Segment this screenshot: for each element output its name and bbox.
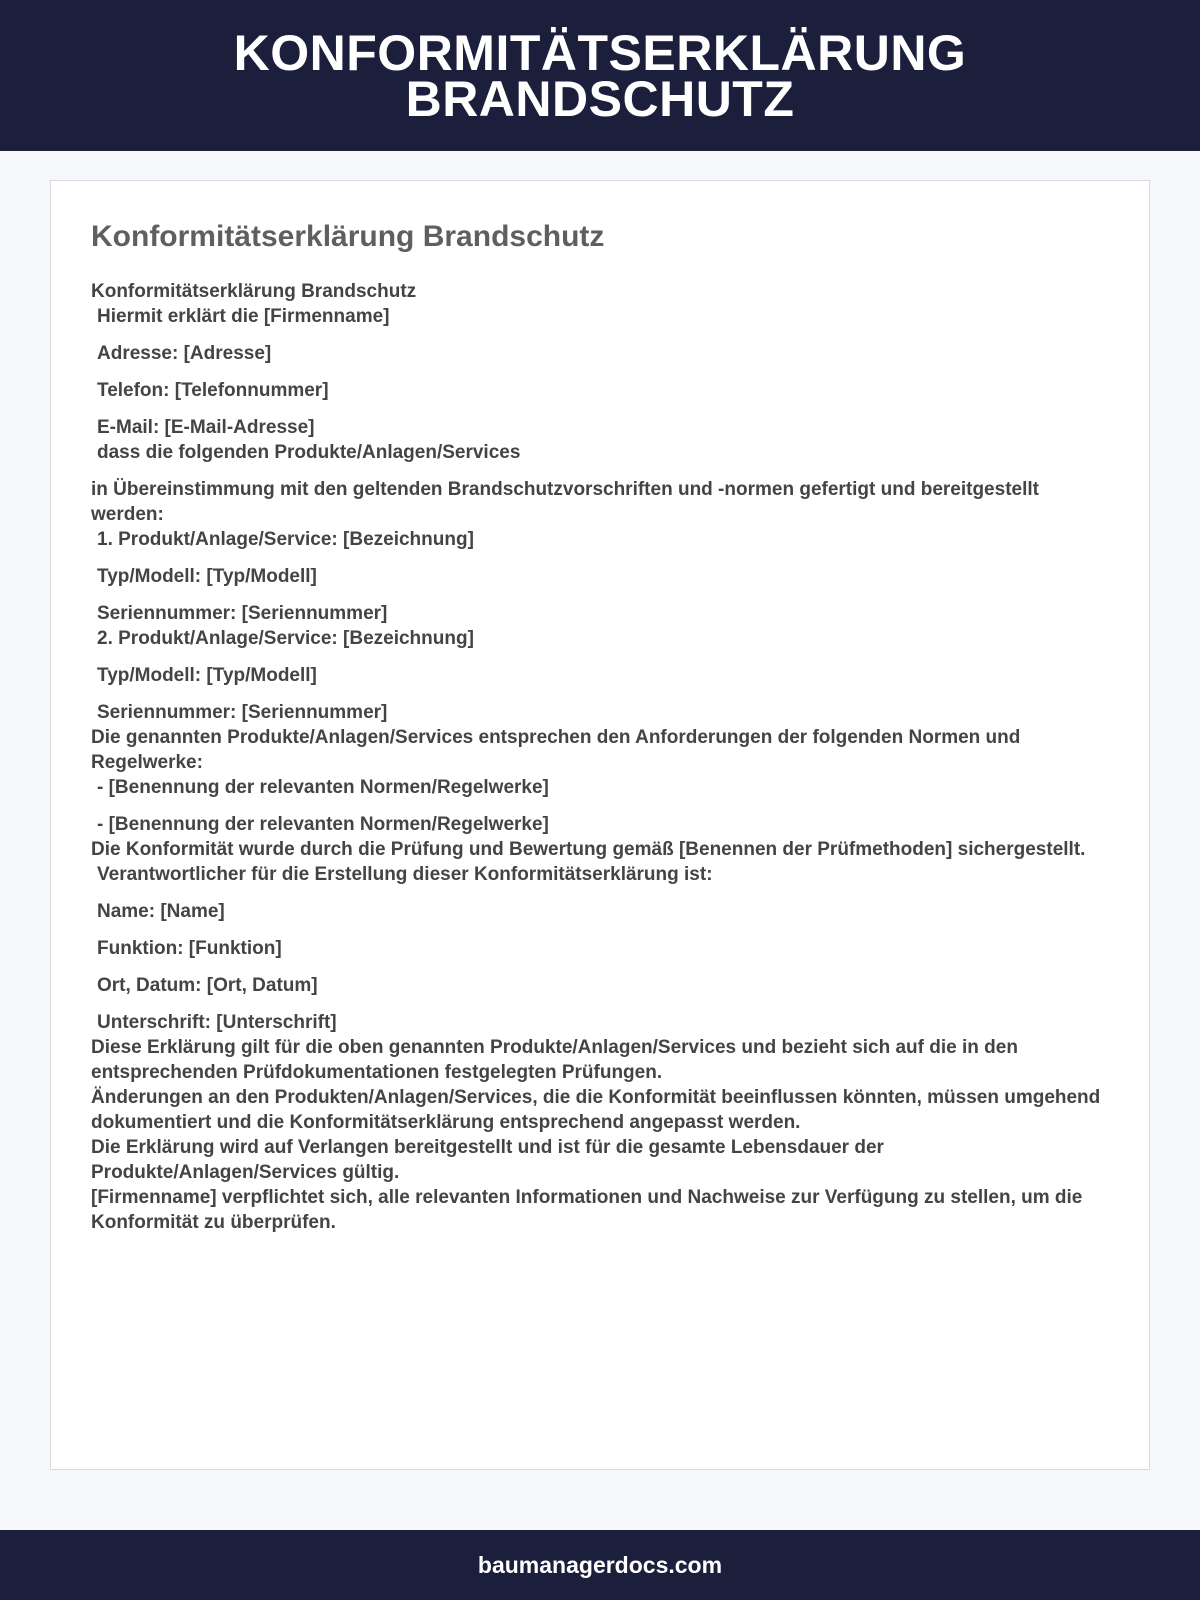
- doc-line-standards-intro: Die genannten Produkte/Anlagen/Services entsprechen den Anforderungen der folgenden Normen und Regelwerke:: [91, 727, 1021, 773]
- doc-line-type-1: Typ/Modell: [Typ/Modell]: [97, 566, 317, 587]
- doc-line-place-date: Ort, Datum: [Ort, Datum]: [97, 975, 318, 996]
- document-heading: Konformitätserklärung Brandschutz: [91, 220, 605, 253]
- document-card: [50, 180, 1150, 1470]
- doc-line-responsible: Verantwortlicher für die Erstellung dieser Konformitätserklärung ist:: [97, 864, 713, 885]
- doc-line-obligation: [Firmenname] verpflichtet sich, alle relevanten Informationen und Nachweise zur Verfügung zu stellen, um die Konformität zu überprüfen.: [91, 1187, 1083, 1233]
- doc-line-name: Name: [Name]: [97, 901, 225, 922]
- doc-line-serial-2: Seriennummer: [Seriennummer]: [97, 702, 388, 723]
- doc-line-serial-1: Seriennummer: [Seriennummer]: [97, 603, 388, 624]
- doc-line-products-intro: dass die folgenden Produkte/Anlagen/Services: [97, 442, 521, 463]
- doc-line-standard-2: - [Benennung der relevanten Normen/Regelwerke]: [97, 814, 549, 835]
- doc-line-product-2: 2. Produkt/Anlage/Service: [Bezeichnung]: [97, 628, 474, 649]
- page-header: [0, 0, 1200, 151]
- doc-line-email: E-Mail: [E-Mail-Adresse]: [97, 417, 315, 438]
- doc-line-company: Hiermit erklärt die [Firmenname]: [97, 306, 390, 327]
- doc-line-verification: Die Konformität wurde durch die Prüfung und Bewertung gemäß [Benennen der Prüfmethoden] sichergestellt.: [91, 839, 1086, 860]
- doc-line-type-2: Typ/Modell: [Typ/Modell]: [97, 665, 317, 686]
- document-body: [91, 279, 1101, 1235]
- page-footer: [0, 1530, 1200, 1600]
- doc-line-signature: Unterschrift: [Unterschrift]: [97, 1012, 337, 1033]
- doc-line-changes: Änderungen an den Produkten/Anlagen/Services, die die Konformität beeinflussen könnten, müssen umgehend dokumentiert und die Konformitätserklärung entsprechend angepasst werden.: [91, 1087, 1101, 1133]
- doc-line-title: Konformitätserklärung Brandschutz: [91, 281, 417, 302]
- doc-line-phone: Telefon: [Telefonnummer]: [97, 380, 329, 401]
- page-title: KONFORMITÄTSERKLÄRUNG BRANDSCHUTZ: [233, 25, 967, 127]
- doc-line-validity-scope: Diese Erklärung gilt für die oben genannten Produkte/Anlagen/Services und bezieht sich auf die in den entsprechenden Prüfdokumentationen festgelegten Prüfungen.: [91, 1037, 1018, 1083]
- doc-line-compliance: in Übereinstimmung mit den geltenden Brandschutzvorschriften und -normen gefertigt und bereitgestellt werden:: [91, 479, 1039, 525]
- doc-line-availability: Die Erklärung wird auf Verlangen bereitgestellt und ist für die gesamte Lebensdauer der Produkte/Anlagen/Services gültig.: [91, 1137, 884, 1183]
- footer-site-link[interactable]: baumanagerdocs.com: [477, 1552, 723, 1578]
- doc-line-address: Adresse: [Adresse]: [97, 343, 272, 364]
- doc-line-standard-1: - [Benennung der relevanten Normen/Regelwerke]: [97, 777, 549, 798]
- doc-line-product-1: 1. Produkt/Anlage/Service: [Bezeichnung]: [97, 529, 474, 550]
- doc-line-function: Funktion: [Funktion]: [97, 938, 282, 959]
